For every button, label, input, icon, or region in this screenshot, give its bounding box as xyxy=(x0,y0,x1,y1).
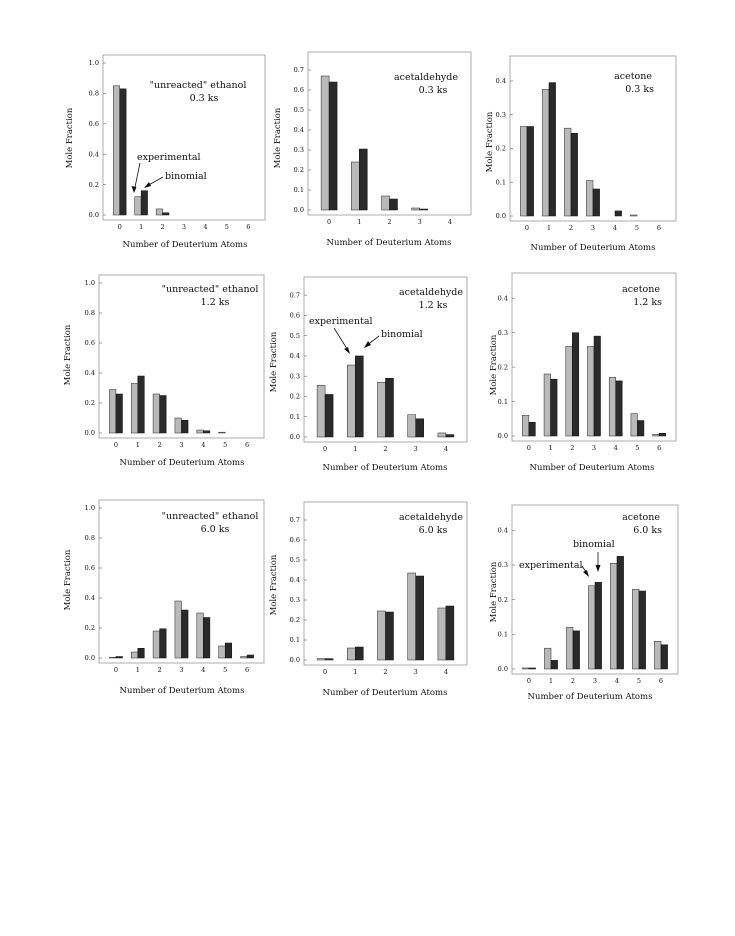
x-tick-label: 6 xyxy=(245,666,250,674)
x-tick-label: 0 xyxy=(524,224,530,232)
bar-experimental xyxy=(412,208,420,210)
chart-title-line-2: 0.3 ks xyxy=(189,93,219,104)
bar-binomial xyxy=(529,422,536,436)
bar-experimental xyxy=(109,657,116,658)
x-ticks xyxy=(323,668,448,676)
x-tick-label: 4 xyxy=(443,445,448,453)
y-tick-label: 0.4 xyxy=(497,526,508,535)
y-tick-label: 0.3 xyxy=(497,561,508,570)
x-tick-label: 6 xyxy=(656,224,662,232)
bar-experimental xyxy=(544,374,551,436)
bars xyxy=(109,601,253,658)
x-tick-label: 1 xyxy=(135,666,140,674)
chart-title-line-2: 1.2 ks xyxy=(633,297,662,308)
annotation-experimental: experimental xyxy=(137,152,201,163)
y-tick-label: 0.4 xyxy=(497,294,508,303)
x-tick-label: 0 xyxy=(113,666,118,674)
y-tick-label: 0.1 xyxy=(289,636,300,645)
y-tick-label: 0.0 xyxy=(84,429,95,438)
chart-title-line-2: 6.0 ks xyxy=(633,525,662,536)
bar-binomial xyxy=(594,336,601,436)
x-tick-label: 3 xyxy=(590,224,596,232)
y-axis-label: Mole Fraction xyxy=(489,334,499,396)
y-tick-label: 0.1 xyxy=(497,630,508,639)
bar-experimental xyxy=(631,414,638,436)
x-axis-label: Number of Deuterium Atoms xyxy=(529,463,655,473)
bar-experimental xyxy=(588,586,595,669)
y-tick-label: 0.3 xyxy=(289,372,300,381)
x-tick-label: 1 xyxy=(548,444,553,452)
y-axis-label: Mole Fraction xyxy=(269,331,279,393)
bar-experimental xyxy=(219,432,226,433)
y-tick-label: 0.2 xyxy=(495,144,506,153)
bar-binomial xyxy=(551,660,558,669)
y-tick-label: 0.6 xyxy=(84,564,95,573)
x-tick-label: 2 xyxy=(568,224,574,232)
y-tick-label: 0.6 xyxy=(293,86,304,95)
chart-panel-2 xyxy=(485,56,676,253)
bar-binomial xyxy=(116,394,123,433)
bar-binomial xyxy=(573,631,580,669)
bars xyxy=(317,573,454,660)
x-tick-label: 2 xyxy=(160,223,165,231)
bars xyxy=(109,376,225,433)
x-tick-label: 4 xyxy=(201,666,206,674)
x-tick-label: 1 xyxy=(353,668,358,676)
bar-binomial xyxy=(116,657,123,659)
x-ticks xyxy=(327,218,452,226)
annotation-binomial: binomial xyxy=(381,329,423,340)
bar-binomial xyxy=(141,191,147,215)
x-tick-label: 1 xyxy=(139,223,144,231)
x-tick-label: 3 xyxy=(592,677,598,685)
x-tick-label: 5 xyxy=(636,677,642,685)
y-tick-label: 0.1 xyxy=(497,397,508,406)
y-tick-label: 0.0 xyxy=(84,654,95,663)
bar-binomial xyxy=(182,420,189,433)
bar-experimental xyxy=(219,646,226,658)
y-tick-label: 0.0 xyxy=(497,432,508,441)
bar-binomial xyxy=(163,213,169,215)
y-tick-label: 0.0 xyxy=(495,212,506,221)
bar-experimental xyxy=(113,86,119,215)
y-axis-label: Mole Fraction xyxy=(485,111,495,173)
y-axis-label: Mole Fraction xyxy=(63,324,73,386)
bar-experimental xyxy=(378,611,386,660)
x-tick-label: 4 xyxy=(443,668,448,676)
y-tick-label: 0.2 xyxy=(289,392,300,401)
y-tick-label: 0.6 xyxy=(289,536,300,545)
x-tick-label: 5 xyxy=(635,444,640,452)
x-tick-label: 5 xyxy=(223,666,228,674)
y-tick-label: 0.3 xyxy=(495,110,506,119)
x-tick-label: 2 xyxy=(157,666,162,674)
bar-binomial xyxy=(138,376,145,433)
bars xyxy=(522,556,667,669)
bar-experimental xyxy=(131,384,138,434)
bar-binomial xyxy=(120,89,126,215)
x-tick-label: 6 xyxy=(245,441,250,449)
bar-experimental xyxy=(408,573,416,660)
bar-experimental xyxy=(347,365,355,437)
x-tick-label: 0 xyxy=(323,668,328,676)
bar-binomial xyxy=(390,199,398,210)
y-tick-label: 0.2 xyxy=(84,624,95,633)
bar-binomial xyxy=(593,189,600,216)
x-axis-label: Number of Deuterium Atoms xyxy=(322,463,448,473)
y-tick-label: 0.5 xyxy=(293,106,304,115)
bar-binomial xyxy=(386,612,394,660)
y-tick-label: 0.7 xyxy=(289,291,300,300)
bar-binomial xyxy=(416,576,424,660)
y-tick-label: 0.0 xyxy=(289,656,300,665)
chart-title-line-1: acetone xyxy=(622,284,660,295)
y-tick-label: 0.8 xyxy=(88,89,99,98)
y-tick-label: 0.3 xyxy=(497,328,508,337)
x-tick-label: 4 xyxy=(203,223,208,231)
y-axis-label: Mole Fraction xyxy=(269,554,279,616)
bar-experimental xyxy=(131,652,138,658)
chart-title-line-2: 6.0 ks xyxy=(418,525,448,536)
bar-binomial xyxy=(325,659,333,660)
bar-binomial xyxy=(355,647,363,660)
bar-binomial xyxy=(595,582,602,669)
bar-experimental xyxy=(175,418,182,433)
chart-panel-7 xyxy=(269,502,467,698)
x-tick-label: 3 xyxy=(417,218,422,226)
arrowhead-binomial xyxy=(364,341,371,348)
x-tick-label: 4 xyxy=(613,444,618,452)
bar-experimental xyxy=(241,657,248,659)
x-axis-label: Number of Deuterium Atoms xyxy=(119,686,245,696)
y-tick-label: 0.0 xyxy=(88,211,99,220)
y-tick-label: 0.7 xyxy=(289,516,300,525)
x-tick-label: 1 xyxy=(357,218,362,226)
bar-binomial xyxy=(637,421,644,437)
x-tick-label: 3 xyxy=(179,441,184,449)
x-tick-label: 4 xyxy=(447,218,452,226)
bar-binomial xyxy=(571,133,578,216)
x-tick-label: 3 xyxy=(591,444,597,452)
y-tick-label: 0.4 xyxy=(88,150,99,159)
bar-experimental xyxy=(321,76,329,210)
chart-title-line-2: 1.2 ks xyxy=(200,297,230,308)
x-tick-label: 4 xyxy=(612,224,618,232)
y-tick-label: 0.2 xyxy=(497,595,508,604)
bar-experimental xyxy=(378,382,386,437)
x-ticks xyxy=(118,223,251,231)
y-tick-label: 0.5 xyxy=(289,331,300,340)
bar-experimental xyxy=(630,215,637,216)
chart-panel-5 xyxy=(489,273,676,473)
chart-title-line-1: acetaldehyde xyxy=(398,512,464,523)
y-tick-label: 0.4 xyxy=(289,352,300,361)
bar-binomial xyxy=(203,618,210,659)
bar-binomial xyxy=(446,606,454,660)
x-axis-label: Number of Deuterium Atoms xyxy=(119,458,245,468)
x-tick-label: 1 xyxy=(548,677,554,685)
bar-binomial xyxy=(160,396,167,434)
y-tick-label: 0.4 xyxy=(495,77,506,86)
x-tick-label: 0 xyxy=(327,218,332,226)
chart-panel-4 xyxy=(269,277,467,473)
bar-experimental xyxy=(610,563,617,669)
y-tick-label: 0.7 xyxy=(293,66,304,75)
bar-binomial xyxy=(225,643,232,658)
bar-binomial xyxy=(355,356,363,437)
bar-binomial xyxy=(446,435,454,437)
bar-experimental xyxy=(197,430,204,433)
x-axis-label: Number of Deuterium Atoms xyxy=(322,688,448,698)
bar-experimental xyxy=(408,415,416,437)
x-ticks xyxy=(527,444,661,452)
y-tick-label: 0.6 xyxy=(88,120,99,128)
y-axis-label: Mole Fraction xyxy=(65,107,75,169)
bar-binomial xyxy=(325,394,333,437)
chart-panel-1 xyxy=(273,52,471,248)
chart-title-line-2: 1.2 ks xyxy=(418,300,448,311)
bar-binomial xyxy=(529,668,536,669)
bar-experimental xyxy=(586,181,593,216)
y-tick-label: 0.2 xyxy=(84,399,95,408)
bar-experimental xyxy=(544,648,551,669)
y-axis-label: Mole Fraction xyxy=(273,107,283,169)
bar-binomial xyxy=(386,378,394,437)
bar-binomial xyxy=(572,333,579,436)
x-tick-label: 0 xyxy=(526,677,532,685)
arrowhead-experimental xyxy=(132,186,137,193)
chart-panel-3 xyxy=(63,275,264,468)
x-ticks xyxy=(114,666,249,674)
y-tick-label: 1.0 xyxy=(84,504,95,513)
x-tick-label: 4 xyxy=(201,441,206,449)
y-tick-label: 0.2 xyxy=(293,166,304,175)
y-tick-label: 0.0 xyxy=(497,665,508,674)
x-tick-label: 3 xyxy=(181,223,187,231)
y-tick-label: 0.5 xyxy=(289,556,300,565)
bar-experimental xyxy=(382,196,390,210)
annotation-binomial: binomial xyxy=(573,539,615,550)
bar-binomial xyxy=(329,82,337,210)
bar-experimental xyxy=(564,128,571,216)
bar-experimental xyxy=(520,126,527,216)
y-axis-label: Mole Fraction xyxy=(63,549,73,611)
bar-binomial xyxy=(617,556,624,669)
y-tick-label: 0.2 xyxy=(289,616,300,625)
y-tick-label: 0.2 xyxy=(497,363,508,372)
x-tick-label: 0 xyxy=(117,223,122,231)
bar-experimental xyxy=(109,390,116,434)
x-axis-label: Number of Deuterium Atoms xyxy=(326,238,452,248)
chart-panel-6 xyxy=(63,500,264,696)
chart-panel-0 xyxy=(65,55,265,250)
bars xyxy=(317,356,454,437)
y-tick-label: 1.0 xyxy=(88,59,99,68)
bar-binomial xyxy=(247,655,254,658)
x-tick-label: 3 xyxy=(413,668,418,676)
bars xyxy=(321,76,428,210)
x-ticks xyxy=(527,677,663,685)
bar-binomial xyxy=(616,381,623,436)
annotation-experimental: experimental xyxy=(519,560,583,571)
y-tick-label: 0.8 xyxy=(84,534,95,543)
bars xyxy=(113,86,169,215)
x-ticks xyxy=(323,445,448,453)
annotation-experimental: experimental xyxy=(309,316,373,327)
bar-experimental xyxy=(438,433,446,437)
y-axis-label: Mole Fraction xyxy=(489,561,499,623)
bar-experimental xyxy=(197,613,204,658)
bar-experimental xyxy=(317,659,325,660)
bar-experimental xyxy=(566,627,573,669)
chart-title-line-2: 0.3 ks xyxy=(418,85,448,96)
y-tick-label: 0.1 xyxy=(495,178,506,187)
bar-experimental xyxy=(351,162,359,210)
bar-experimental xyxy=(156,209,162,215)
y-tick-label: 0.6 xyxy=(289,311,300,320)
x-tick-label: 6 xyxy=(658,677,664,685)
x-tick-label: 3 xyxy=(413,445,418,453)
bar-binomial xyxy=(359,149,367,210)
y-tick-label: 0.2 xyxy=(88,180,99,189)
bar-binomial xyxy=(661,645,668,669)
y-tick-label: 0.1 xyxy=(289,412,300,421)
chart-panel-8 xyxy=(489,505,678,702)
bar-experimental xyxy=(438,608,446,660)
bar-experimental xyxy=(566,346,573,436)
bar-experimental xyxy=(587,346,594,436)
y-tick-label: 0.4 xyxy=(84,369,95,378)
bar-experimental xyxy=(654,641,661,669)
x-tick-label: 0 xyxy=(526,444,531,452)
x-tick-label: 1 xyxy=(135,441,140,449)
bar-binomial xyxy=(549,83,556,216)
x-tick-label: 5 xyxy=(223,441,228,449)
y-tick-label: 0.1 xyxy=(293,186,304,195)
x-axis-label: Number of Deuterium Atoms xyxy=(122,240,248,250)
bar-experimental xyxy=(522,668,529,669)
x-tick-label: 1 xyxy=(546,224,552,232)
x-tick-label: 2 xyxy=(383,445,388,453)
y-tick-label: 0.8 xyxy=(84,309,95,318)
x-tick-label: 1 xyxy=(353,445,358,453)
x-axis-label: Number of Deuterium Atoms xyxy=(527,692,653,702)
bar-experimental xyxy=(632,589,639,669)
x-tick-label: 5 xyxy=(634,224,640,232)
chart-title-line-1: "unreacted" ethanol xyxy=(161,511,259,522)
bar-experimental xyxy=(135,197,141,215)
x-tick-label: 2 xyxy=(570,677,576,685)
chart-title-line-1: acetone xyxy=(622,512,660,523)
y-tick-label: 0.4 xyxy=(289,576,300,585)
y-tick-label: 0.3 xyxy=(293,146,304,155)
x-axis-label: Number of Deuterium Atoms xyxy=(530,243,656,253)
arrowhead-experimental xyxy=(583,570,589,577)
chart-title-line-1: acetaldehyde xyxy=(398,287,464,298)
y-tick-label: 0.0 xyxy=(293,206,304,215)
chart-title-line-2: 6.0 ks xyxy=(200,524,230,535)
x-tick-label: 2 xyxy=(387,218,392,226)
bar-experimental xyxy=(317,385,325,437)
chart-title-line-1: "unreacted" ethanol xyxy=(149,80,247,91)
y-tick-label: 0.0 xyxy=(289,433,300,442)
bar-binomial xyxy=(160,629,167,658)
bar-experimental xyxy=(609,377,616,436)
bar-binomial xyxy=(416,419,424,437)
chart-title-line-2: 0.3 ks xyxy=(625,84,654,95)
bar-binomial xyxy=(138,648,145,658)
y-tick-label: 0.4 xyxy=(84,594,95,603)
annotation-binomial: binomial xyxy=(165,171,207,182)
x-ticks xyxy=(114,441,249,449)
x-tick-label: 4 xyxy=(614,677,620,685)
bar-binomial xyxy=(659,433,666,436)
chart-title-line-1: "unreacted" ethanol xyxy=(161,284,259,295)
plot-area xyxy=(99,275,264,438)
bar-experimental xyxy=(153,631,160,658)
bar-experimental xyxy=(542,89,549,216)
bar-binomial xyxy=(527,126,534,216)
y-tick-label: 0.4 xyxy=(293,126,304,135)
arrowhead-binomial xyxy=(144,182,151,188)
bar-experimental xyxy=(347,648,355,660)
bar-experimental xyxy=(522,415,529,436)
y-tick-label: 1.0 xyxy=(84,279,95,288)
x-tick-label: 5 xyxy=(224,223,229,231)
x-tick-label: 3 xyxy=(179,666,184,674)
x-ticks xyxy=(525,224,661,232)
bar-experimental xyxy=(153,394,160,433)
bar-binomial xyxy=(420,209,428,210)
bars xyxy=(520,83,637,216)
bar-binomial xyxy=(551,379,558,436)
bars xyxy=(522,333,665,436)
chart-title-line-1: acetone xyxy=(614,71,652,82)
x-tick-label: 2 xyxy=(383,668,388,676)
bar-binomial xyxy=(203,431,210,433)
arrowhead-binomial xyxy=(596,565,601,572)
bar-binomial xyxy=(639,591,646,669)
x-tick-label: 2 xyxy=(570,444,575,452)
x-tick-label: 2 xyxy=(157,441,162,449)
arrowhead-experimental xyxy=(344,347,350,354)
x-tick-label: 6 xyxy=(246,223,251,231)
x-tick-label: 0 xyxy=(113,441,118,449)
y-tick-label: 0.6 xyxy=(84,339,95,348)
x-tick-label: 6 xyxy=(657,444,662,452)
bar-binomial xyxy=(182,610,189,658)
x-tick-label: 0 xyxy=(323,445,328,453)
bar-experimental xyxy=(653,434,660,436)
y-tick-label: 0.3 xyxy=(289,596,300,605)
bar-experimental xyxy=(175,601,182,658)
bar-binomial xyxy=(615,211,622,216)
chart-title-line-1: acetaldehyde xyxy=(393,72,459,83)
